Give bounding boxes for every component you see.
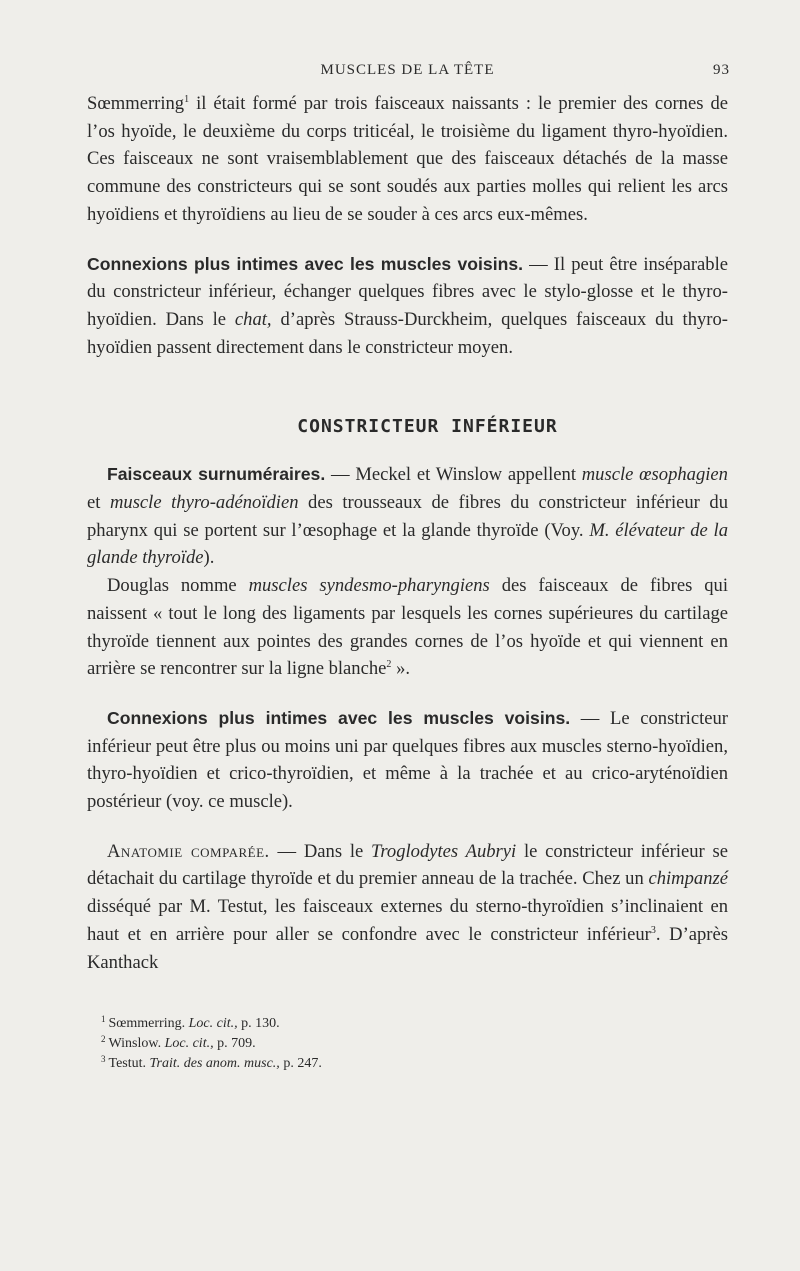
footnote-author: Sœmmerring.: [108, 1016, 189, 1032]
italic-term: chimpanzé: [648, 868, 728, 890]
italic-term: M. élévateur de la glande thyroïde: [87, 519, 728, 569]
text: il était formé par trois faisceaux naissants : le premier des cornes de l’os hyoïde, le deuxième du corps triticéal, le troisième du ligament thyro-hyoïdien. Ces faisceaux ne sont vraisemblablement que des faisceaux détachés de la masse commune des constricteurs qui se sont soudés aux parties molles qui relient les arcs hyoïdiens et thyroïdiens au lieu de se souder à ces arcs eux-mêmes.: [87, 93, 728, 225]
text: des trousseaux de fibres du constricteur inférieur du pharynx qui se portent sur l’œsophage et la glande thyroïde (Voy.: [87, 492, 728, 541]
footnote-number: 3: [101, 1053, 106, 1064]
footnote-ref-3: 3: [650, 924, 656, 936]
italic-term: muscle thyro-adénoïdien: [109, 492, 299, 514]
text: Sœmmerring: [87, 93, 185, 114]
text: des faisceaux de fibres qui naissent « tout le long des ligaments par lesquels les cornes supérieures du cartilage thyroïde tiennent aux pointes des grandes cornes de l’os hyoïde et qui viennent en arrière se rencontrer sur la ligne blanche: [87, 575, 728, 680]
text: — Dans le: [269, 840, 372, 862]
italic-term: muscle œsophagien: [581, 464, 728, 486]
italic-term: Troglodytes Aubryi: [371, 840, 517, 862]
paragraph-connexions-2: [87, 705, 728, 816]
footnote-page: p. 709.: [213, 1036, 256, 1052]
text: ».: [391, 658, 411, 680]
footnote-author: Testut.: [108, 1056, 150, 1072]
footnote-3: [101, 1054, 728, 1074]
running-head: [87, 58, 728, 84]
footnote-author: Winslow.: [108, 1036, 165, 1052]
footnote-page: p. 247.: [279, 1056, 322, 1072]
page-number: 93: [713, 62, 730, 78]
footnotes: [87, 1014, 728, 1074]
page: [87, 58, 728, 1074]
paragraph-sommerring: [87, 90, 728, 229]
footnote-page: p. 130.: [237, 1016, 280, 1032]
footnote-1: [101, 1014, 728, 1034]
footnote-ref: Trait. des anom. musc.,: [149, 1056, 280, 1072]
subheading-connexions-1: Connexions plus intimes avec les muscles voisins.: [87, 253, 524, 274]
footnote-ref-2: 2: [386, 659, 392, 671]
text: le constricteur inférieur se détachait du cartilage thyroïde et du premier anneau de la trachée. Chez un: [87, 840, 728, 890]
subheading-anatomie-comparee: Anatomie comparée.: [107, 840, 270, 862]
footnote-2: [101, 1034, 728, 1054]
text: . D’après Kanthack: [87, 923, 728, 973]
footnote-number: 1: [101, 1013, 106, 1024]
paragraph-connexions-1: [87, 251, 728, 362]
text: — Meckel et Winslow appellent: [325, 464, 582, 486]
text: Douglas nomme: [107, 575, 249, 597]
subheading-faisceaux: Faisceaux surnuméraires.: [107, 464, 326, 485]
italic-chat: chat,: [234, 308, 272, 330]
text: ).: [203, 547, 215, 569]
text: et: [87, 492, 110, 514]
text: — Il peut être inséparable du constricteur inférieur, échanger quelques fibres avec le stylo-glosse et le thyro-hyoïdien. Dans le: [87, 253, 728, 330]
footnote-ref: Loc. cit.,: [188, 1016, 238, 1032]
footnote-number: 2: [101, 1033, 106, 1044]
text: disséqué par M. Testut, les faisceaux externes du sterno-thyroïdien s’inclinaient en haut et en arrière pour aller se confondre avec le constricteur inférieur: [87, 896, 728, 945]
text: — Le constricteur inférieur peut être plus ou moins uni par quelques fibres aux muscles sterno-hyoïdien, thyro-hyoïdien et crico-thyroïdien, et même à la trachée et au crico-aryténoïdien postérieur (voy. ce muscle).: [87, 707, 728, 813]
running-head-title: MUSCLES DE LA TÊTE: [320, 62, 495, 78]
subheading-connexions-2: Connexions plus intimes avec les muscles voisins.: [107, 707, 571, 728]
text: d’après Strauss-Durckheim, quelques faisceaux du thyro-hyoïdien passent directement dans le constricteur moyen.: [87, 308, 728, 358]
section-heading: CONSTRICTEUR INFÉRIEUR: [297, 416, 558, 438]
paragraph-faisceaux: [87, 461, 728, 572]
paragraph-anatomie-comparee: [87, 838, 728, 977]
paragraph-douglas: [87, 572, 728, 683]
italic-term: muscles syndesmo-pharyngiens: [248, 575, 490, 597]
footnote-ref-1: 1: [184, 93, 190, 105]
footnote-ref: Loc. cit.,: [164, 1036, 214, 1052]
